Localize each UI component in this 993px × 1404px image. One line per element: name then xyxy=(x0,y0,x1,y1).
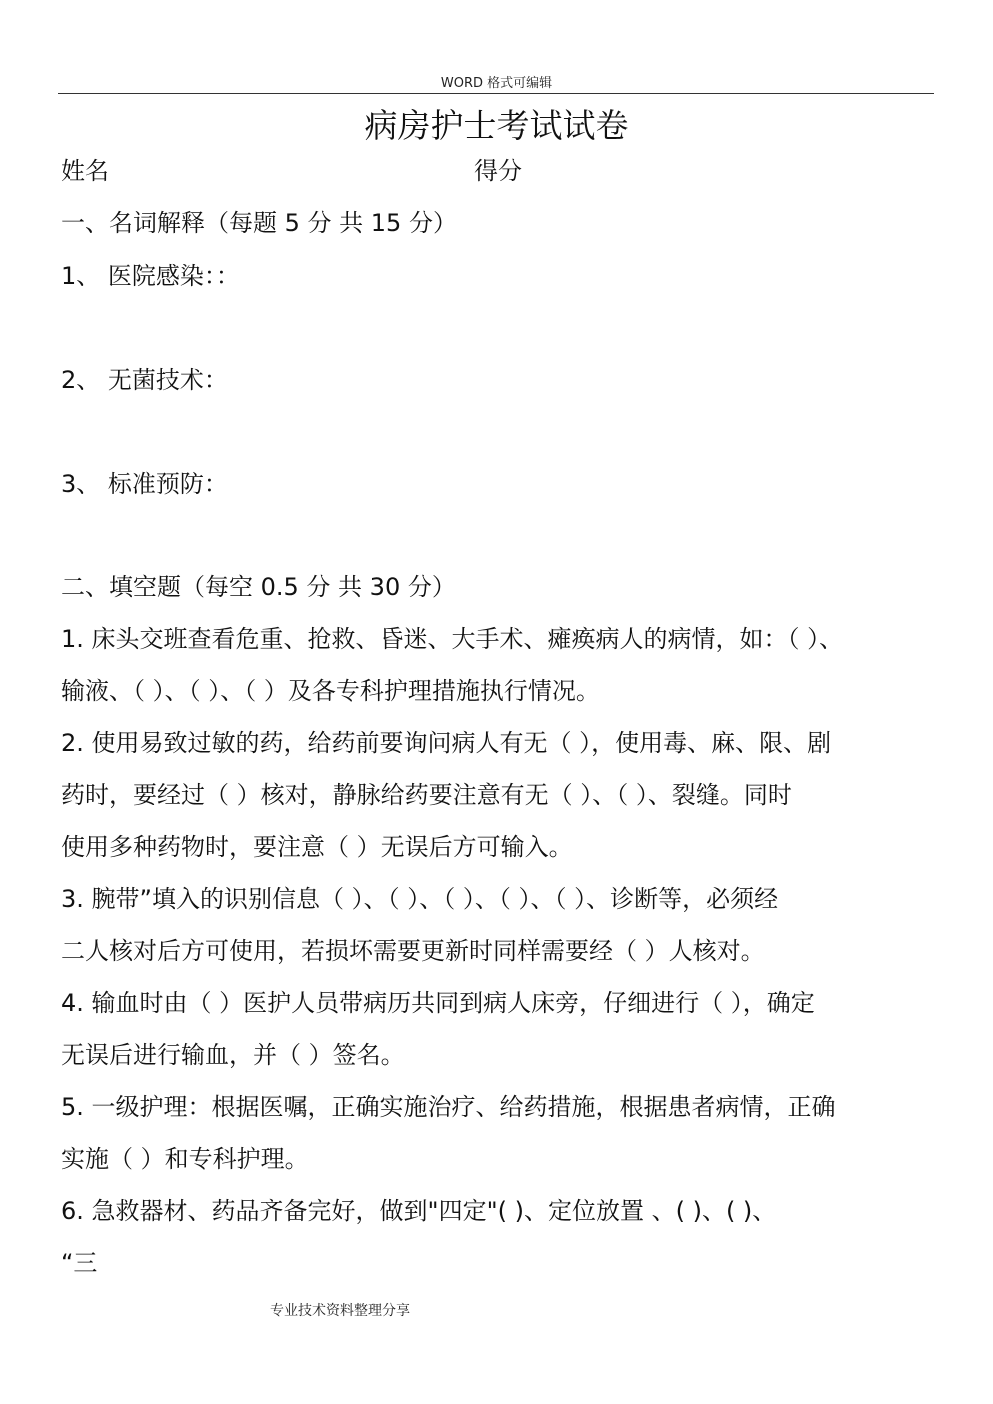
fill-line: 使用多种药物时，要注意（ ）无误后方可输入。 xyxy=(61,833,573,861)
fill-line: 无误后进行输血，并（ ）签名。 xyxy=(61,1041,405,1069)
fill-line: 2. 使用易致过敏的药，给药前要询问病人有无（ ），使用毒、麻、限、剧 xyxy=(61,729,832,757)
fill-line: 药时，要经过（ ）核对，静脉给药要注意有无（ ）、（ ）、裂缝。同时 xyxy=(61,781,792,809)
fill-line: 1. 床头交班查看危重、抢救、昏迷、大手术、瘫痪病人的病情，如：（ ）、 xyxy=(61,625,844,653)
score-label: 得分 xyxy=(474,157,522,185)
fill-line: 5. 一级护理：根据医嘱，正确实施治疗、给药措施，根据患者病情，正确 xyxy=(61,1093,836,1121)
header-note: WORD 格式可编辑 xyxy=(440,76,553,91)
fill-line: 6. 急救器材、药品齐备完好，做到"四定"( )、定位放置 、( )、( )、 xyxy=(61,1197,777,1225)
fill-line: “三 xyxy=(61,1249,98,1277)
header-rule xyxy=(58,93,934,94)
fill-line: 3. 腕带”填入的识别信息（ ）、（ ）、（ ）、（ ）、（ ）、诊断等，必须经 xyxy=(61,885,779,913)
name-label: 姓名 xyxy=(61,157,109,185)
question-item: 2、 无菌技术： xyxy=(61,366,228,394)
section1-heading: 一、名词解释（每题 5 分 共 15 分） xyxy=(61,209,457,237)
fill-line: 二人核对后方可使用，若损坏需要更新时同样需要经（ ）人核对。 xyxy=(61,937,765,965)
question-item: 1、 医院感染：： xyxy=(61,262,240,290)
fill-line: 输液、（ ）、（ ）、（ ）及各专科护理措施执行情况。 xyxy=(61,677,600,705)
fill-line: 实施（ ）和专科护理。 xyxy=(61,1145,309,1173)
page-title: 病房护士考试试卷 xyxy=(364,106,629,145)
fill-line: 4. 输血时由（ ）医护人员带病历共同到病人床旁，仔细进行（ ），确定 xyxy=(61,989,815,1017)
section2-heading: 二、填空题（每空 0.5 分 共 30 分） xyxy=(61,573,456,601)
footer-note: 专业技术资料整理分享 xyxy=(270,1303,410,1319)
question-item: 3、 标准预防： xyxy=(61,470,228,498)
